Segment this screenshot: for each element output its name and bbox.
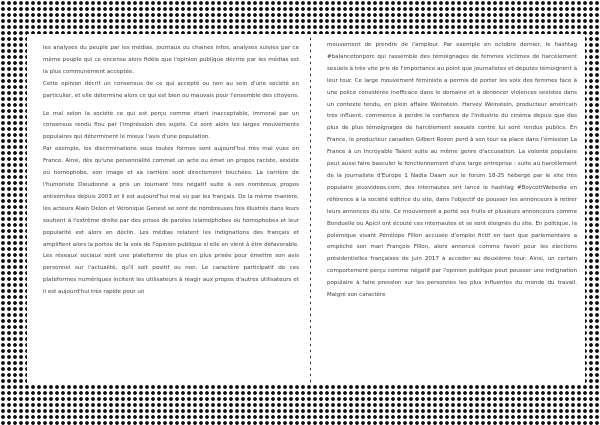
left-page xyxy=(27,34,310,384)
left-text-column xyxy=(43,43,299,299)
paragraph-evil-definition: Le mal selon la société ce qui est perçu comme étant inacceptable, immoral par un consensus rendu flou par l'impréssion des sujets. Ce sont alors les larges mouvements populaires qui déterminent le mieux l'avis d'une population. xyxy=(43,110,299,141)
right-text-column xyxy=(327,40,577,302)
paragraph-movements: mouvement de prendre de l'ampleur. Par exemple en octobre dernier, le hashtag #balancetonporc qui rassemble des témoignages de femmes victimes de harcèlement sexuels à très vite pris de l'importance au point que journalistes et députés témoignent à leur tour. Ce large mouvement féministe a permis de porter les voix des femmes face à une police considérée inefficace dans le domaine et à dénoncer violences sexistes dans un contexte tendu, en plein affaire Weinstein. Harvey Weinstein, producteur américain très influent, commence à perdre la confiance de l'industrie du cinéma depuis que des plus de plus témoignages de harcèlement sexuels contre lui sont rendus publics. En France, le producteur canadien Gilbert Rozon perd à son tour sa place dans l'émission La France à un Incroyable Talent suite au même genre d'accusation. La volonté populaire peut aussi faire basculer le fonctionnement d'une large entreprise : suite au harcèlement de la journaliste d'Europe 1 Nadia Daam sur le forum 18-25 hébergé par le site très populaire jeuxvideos.com, des internautes ont lancé le hashtag #BoycottWebedia en référence à la société éditrice du site, dans l'objectif de pousser les annonceurs à retirer leurs annonces du site. Ce mouvement a porté ses fruits et plusieurs annonceurs comme Bonduelle ou Apicil ont écouté ces internautes et se sont éloignés du site. En politique, la polémique visant Pénélope Fillon accusée d'emploi fictif en tant que parlementaire a empêché son mari François Fillon, alors annoncé comme favori pour les élections présidentielles françaises de juin 2017 à accéder au deuxième tour. Ainsi, un certain comportement perçu comme négatif par l'opinion publique peut pousser une indignation populaire à faire pression sur les personnes les plus influentes du monde du travail. Malgré son caractère xyxy=(327,42,577,299)
paragraph-consensus: Cette opinion décrit un consensus de ce qui accepté ou non au sein d'une société en particulier, et elle détermine alors ce qui est bien ou mauvais pour l'ensemble des citoyens. xyxy=(43,80,299,99)
right-page xyxy=(312,34,585,384)
paragraph-discrimination: Par exemple, les discriminations sous toutes formes sont aujourd'hui très mal vues en France. Ainsi, dès qu'une personnalité commet un acte ou émet un propos raciste, sexiste ou homophobe, son image et sa carrière sont directement touchées. La carrière de l'humoriste Dieudonné a pris un tournant très négatif suite à ses nombreux propos antisémites depuis 2003 et il est aujourd'hui mal vu par les français. De la même manière, les acteurs Alain Delon et Véronique Genest se sont de nombreuses fois illustrés dans leurs soutient à l'extrême droite par des prises de paroles islamophobes ou homophobes et leur popularité est alors en déclin. Les médias relatent les indignations des français et amplifient alors la portée de la voix de l'opinion publique si elle en vient à être défavorable. Les réseaux sociaux sont une plateforme de plus en plus prisée pour émettre son avis personnel sur l'actualité, qu'il soit positif ou non. Le caractère participatif de ces plateformes numériques incitent les utilisateurs à réagir aux propos d'autres utilisateurs et il est aujourd'hui très rapide pour un xyxy=(43,146,299,296)
paragraph-intro: les analyses du peuple par les médias, journaux ou chaines infos, analyses suivies par ce même peuple qui ce encense alors fidèle que l'opinion publique décrite par les médias est la plus communément acceptée. xyxy=(43,45,299,75)
